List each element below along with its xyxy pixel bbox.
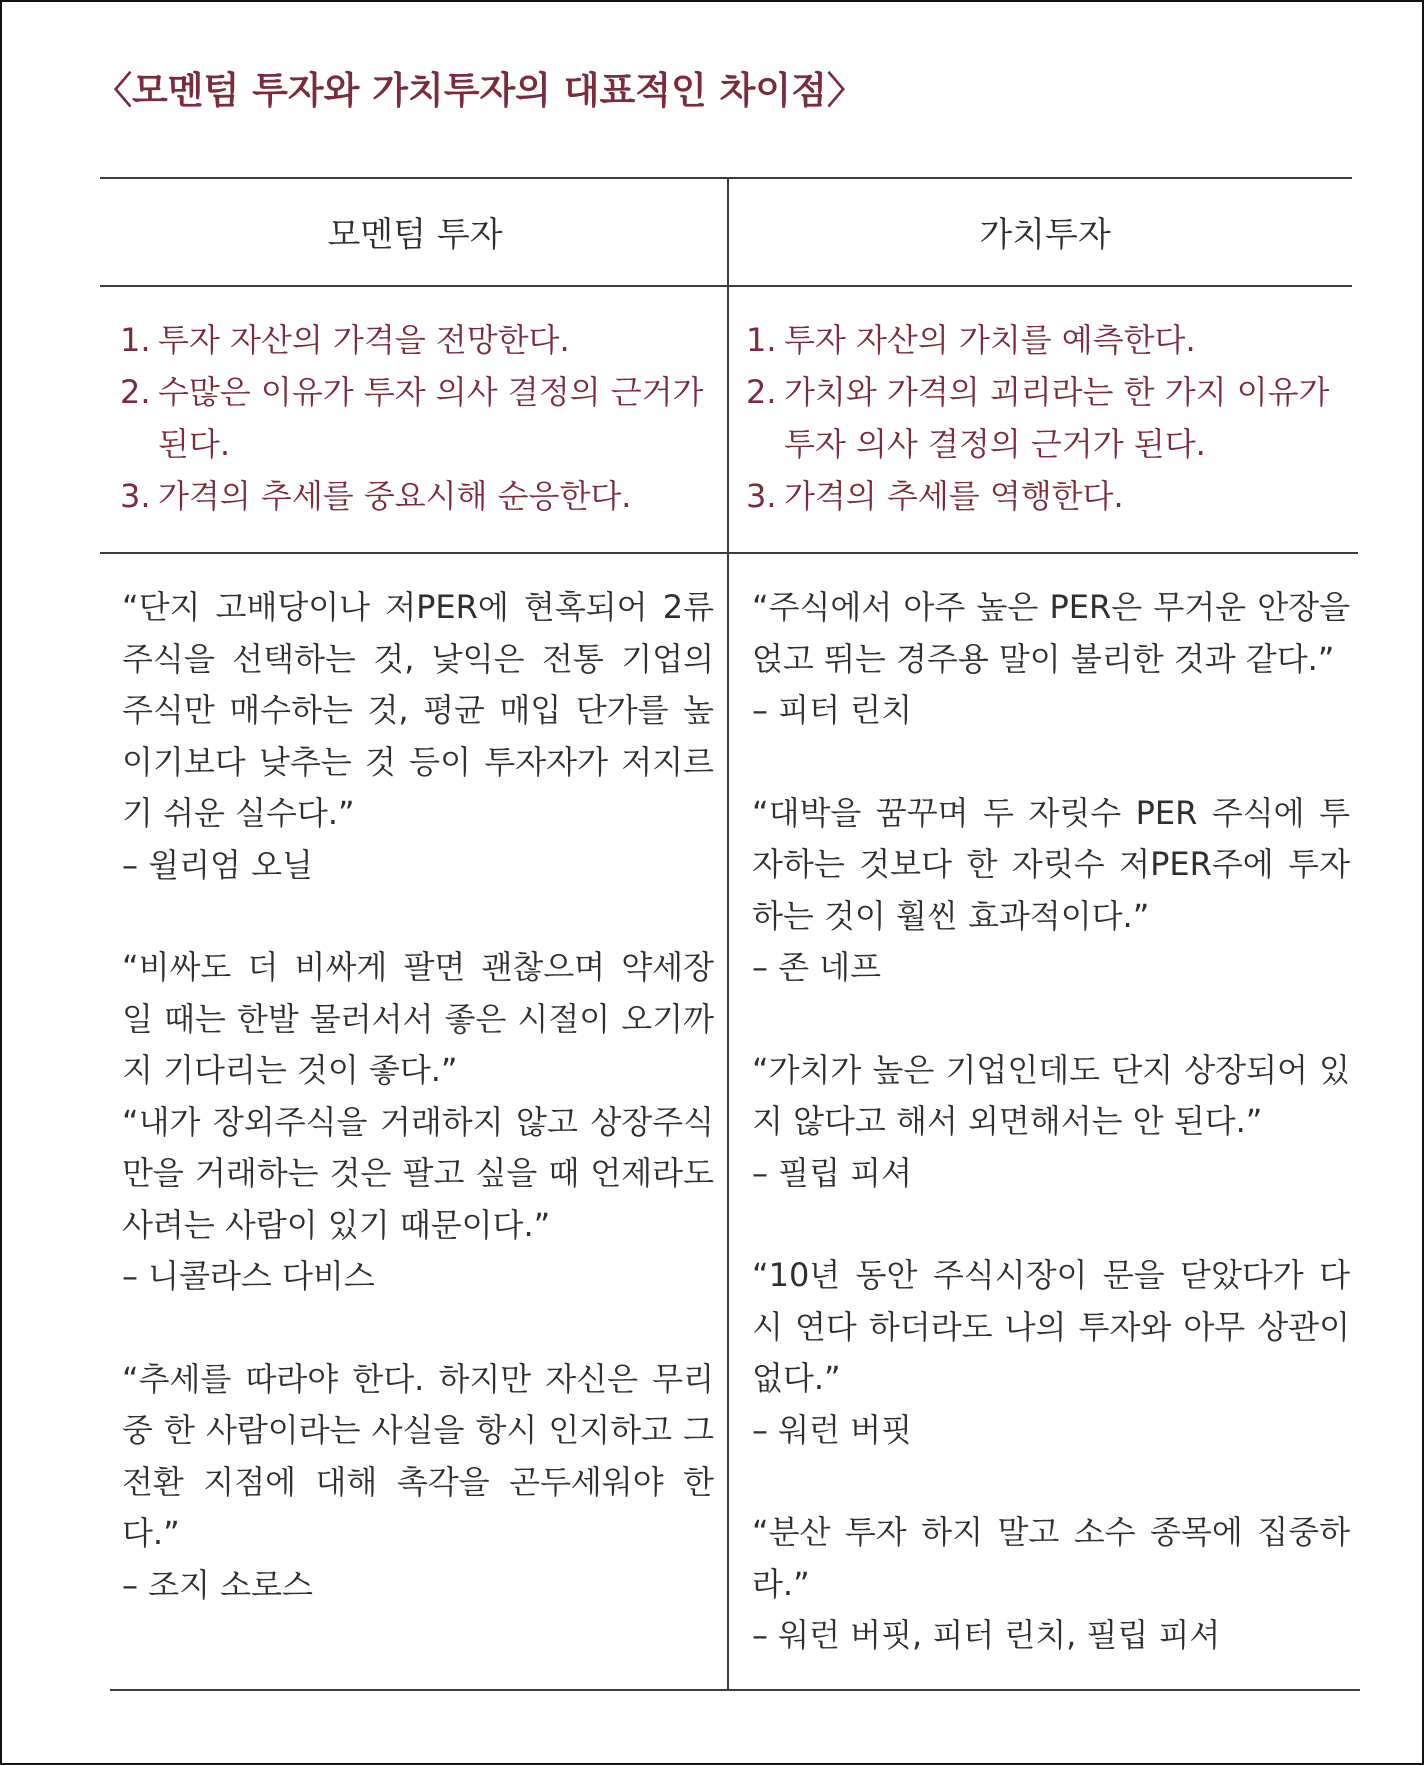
quote-block xyxy=(122,582,714,891)
list-item-text: 수많은 이유가 투자 의사 결정의 근거가 된다. xyxy=(158,373,704,463)
quote-block xyxy=(752,582,1350,737)
table-header-rule xyxy=(100,285,1352,287)
quote-block xyxy=(122,1097,714,1303)
quote-author: – 니콜라스 다비스 xyxy=(122,1257,375,1295)
quote-text: “주식에서 아주 높은 PER은 무거운 안장을 얹고 뛰는 경주용 말이 불리한 것과 같다.” xyxy=(752,588,1350,678)
list-item xyxy=(746,314,1346,366)
list-item xyxy=(746,366,1346,470)
list-item xyxy=(746,470,1346,522)
table-top-rule xyxy=(100,177,1352,179)
quote-block xyxy=(752,1507,1350,1662)
quote-text: “10년 동안 주식시장이 문을 닫았다가 다시 연다 하더라도 나의 투자와 아무 상관이 없다.” xyxy=(752,1256,1350,1397)
list-item-text: 가격의 추세를 역행한다. xyxy=(784,477,1124,515)
list-item-number: 2. xyxy=(120,373,151,411)
list-item-number: 3. xyxy=(746,477,777,515)
page-title: 〈모멘텀 투자와 가치투자의 대표적인 차이점〉 xyxy=(95,69,864,112)
quote-author: – 피터 린치 xyxy=(752,691,912,729)
quote-text: “단지 고배당이나 저PER에 현혹되어 2류 주식을 선택하는 것, 낯익은 전통 기업의 주식만 매수하는 것, 평균 매입 단가를 높이기보다 낮추는 것 등이 투자자가 저지르기 쉬운 실수다.” xyxy=(122,588,714,832)
quote-block xyxy=(122,942,714,1097)
quote-author: – 존 네프 xyxy=(752,948,882,986)
quote-text: “내가 장외주식을 거래하지 않고 상장주식만을 거래하는 것은 팔고 싶을 때 언제라도 사려는 사람이 있기 때문이다.” xyxy=(122,1102,714,1244)
list-item-text: 가치와 가격의 괴리라는 한 가지 이유가 투자 의사 결정의 근거가 된다. xyxy=(784,373,1330,463)
quote-author: – 윌리엄 오닐 xyxy=(122,845,313,884)
value-column-header: 가치투자 xyxy=(979,215,1111,255)
quote-text: “비싸도 더 비싸게 팔면 괜찮으며 약세장일 때는 한발 물러서서 좋은 시절이 오기까지 기다리는 것이 좋다.” xyxy=(122,948,714,1089)
list-item-text: 가격의 추세를 중요시해 순응한다. xyxy=(158,477,632,515)
quote-author: – 워런 버핏 xyxy=(752,1410,912,1449)
list-item-number: 1. xyxy=(746,321,777,359)
list-item xyxy=(120,366,720,470)
quote-block xyxy=(752,788,1350,994)
list-item-number: 3. xyxy=(120,477,151,515)
table-middle-rule xyxy=(100,552,1358,554)
quote-block xyxy=(752,1045,1350,1200)
table-column-divider xyxy=(727,178,729,1690)
quote-text: “가치가 높은 기업인데도 단지 상장되어 있지 않다고 해서 외면해서는 안 된다.” xyxy=(752,1050,1350,1140)
list-item-number: 2. xyxy=(746,373,777,411)
value-quotes xyxy=(752,582,1350,1662)
quote-author: – 조지 소로스 xyxy=(122,1565,313,1604)
momentum-feature-list xyxy=(120,314,720,522)
quote-author: – 워런 버핏, 피터 린치, 필립 피셔 xyxy=(752,1616,1221,1654)
quote-text: “추세를 따라야 한다. 하지만 자신은 무리 중 한 사람이라는 사실을 항시 인지하고 그 전환 지점에 대해 촉각을 곤두세워야 한다.” xyxy=(122,1359,714,1552)
quote-block xyxy=(752,1250,1350,1456)
table-bottom-rule xyxy=(110,1689,1360,1691)
momentum-column-header: 모멘텀 투자 xyxy=(327,215,503,255)
quote-block xyxy=(122,1354,714,1612)
list-item-number: 1. xyxy=(120,321,151,359)
list-item xyxy=(120,314,720,366)
list-item-text: 투자 자산의 가치를 예측한다. xyxy=(784,321,1196,359)
quote-text: “대박을 꿈꾸며 두 자릿수 PER 주식에 투자하는 것보다 한 자릿수 저PER주에 투자하는 것이 훨씬 효과적이다.” xyxy=(752,793,1350,935)
list-item xyxy=(120,470,720,522)
quote-author: – 필립 피셔 xyxy=(752,1153,912,1192)
value-feature-list xyxy=(746,314,1346,522)
quote-text: “분산 투자 하지 말고 소수 종목에 집중하라.” xyxy=(752,1513,1350,1603)
list-item-text: 투자 자산의 가격을 전망한다. xyxy=(158,321,570,359)
momentum-quotes xyxy=(122,582,714,1611)
